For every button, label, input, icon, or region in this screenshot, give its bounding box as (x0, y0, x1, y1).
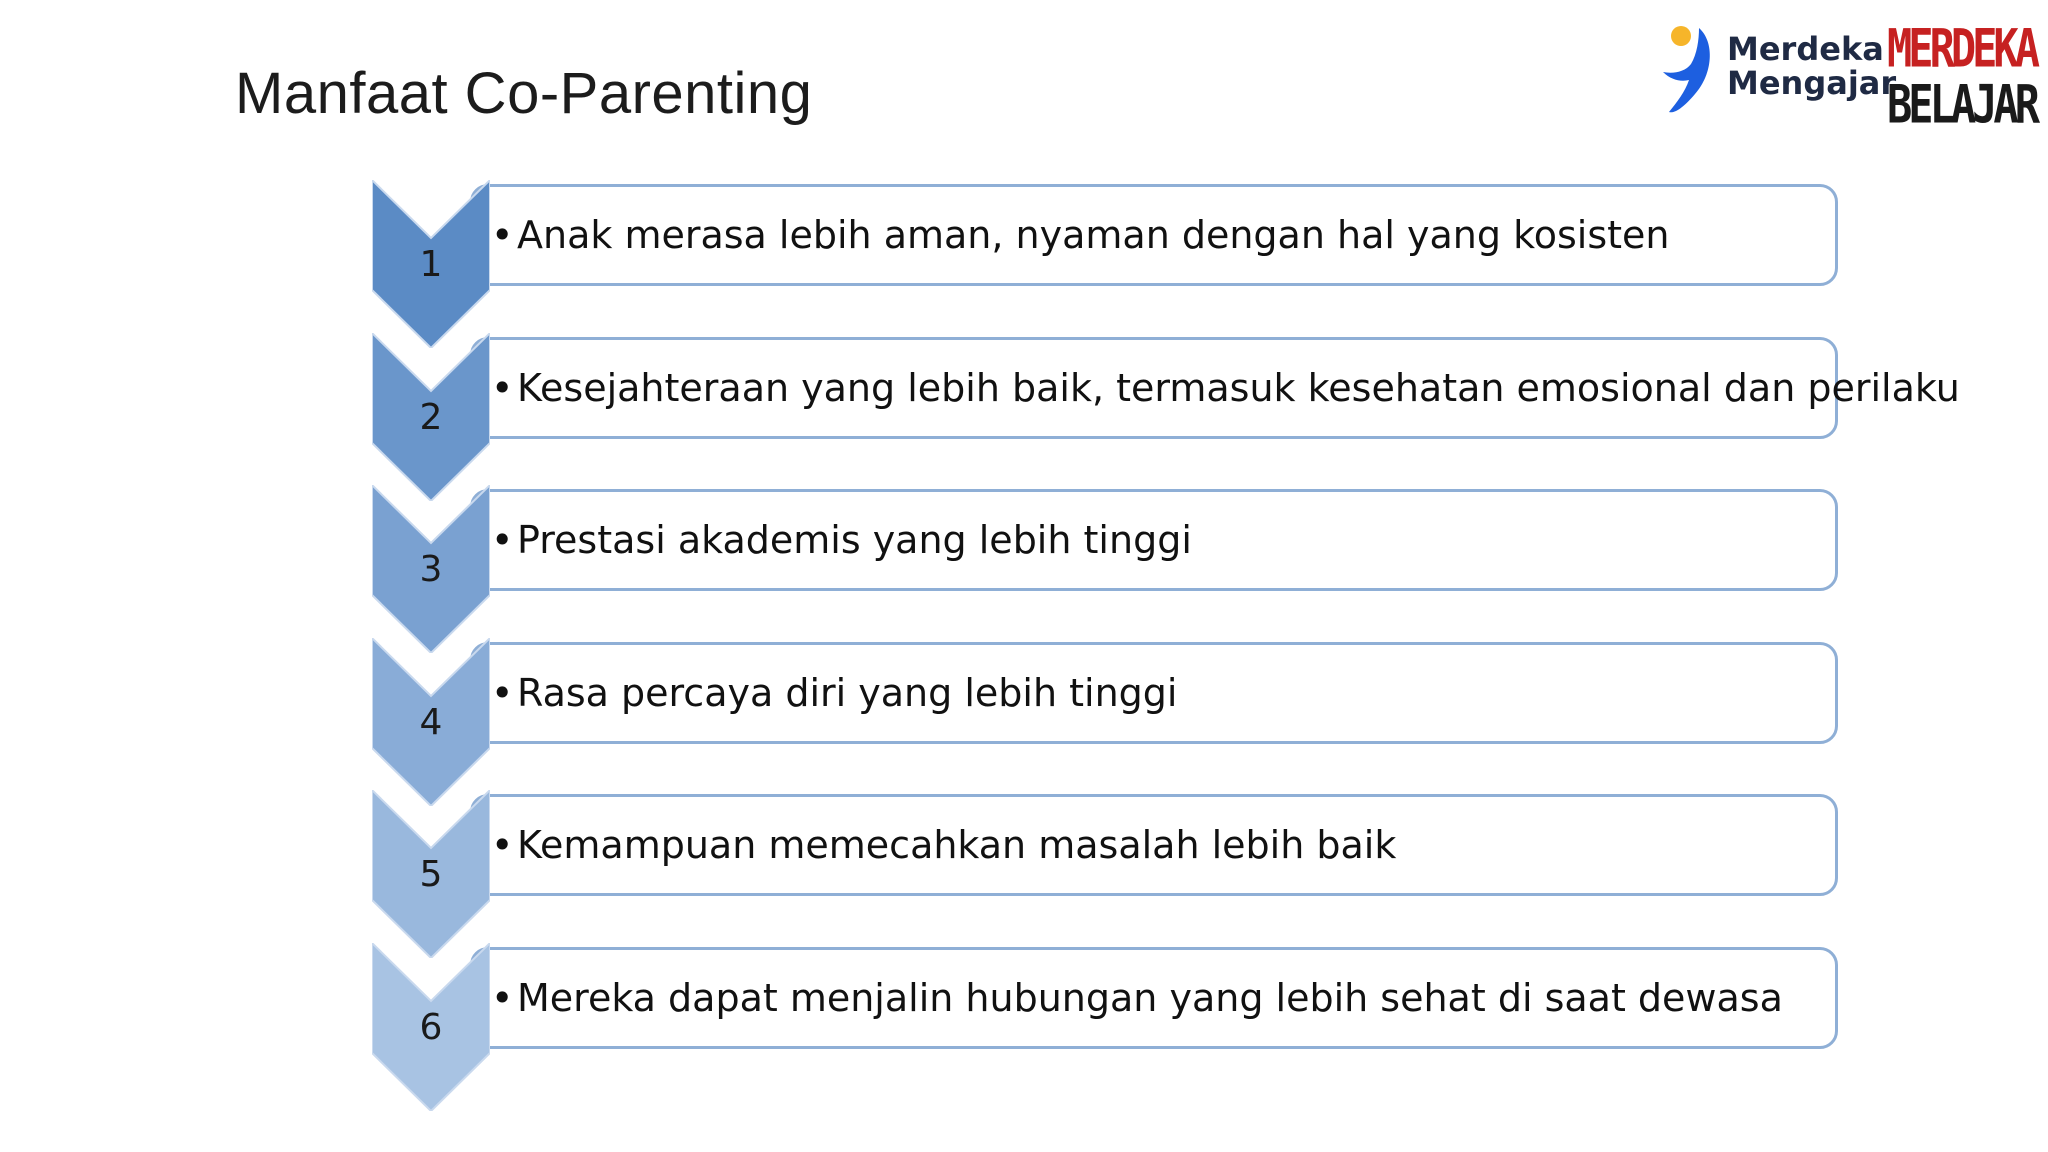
step-number: 2 (419, 397, 443, 438)
step-number: 6 (419, 1007, 443, 1048)
merdeka-mengajar-line2: Mengajar (1727, 64, 1897, 102)
step-number: 5 (419, 854, 443, 895)
bullet-dot: • (491, 366, 514, 410)
step-text: Mereka dapat menjalin hubungan yang lebih sehat di saat dewasa (517, 976, 1783, 1020)
bullet-dot: • (491, 671, 514, 715)
step-text: Kemampuan memecahkan masalah lebih baik (517, 823, 1397, 867)
step-chevron (372, 485, 490, 653)
bullet-dot: • (491, 976, 514, 1020)
step-chevron (372, 790, 490, 958)
step-box (470, 184, 1838, 286)
bullet-dot: • (491, 823, 514, 867)
slide-title: Manfaat Co-Parenting (235, 61, 813, 126)
step-box (470, 947, 1838, 1049)
step-chevron (372, 180, 490, 348)
step-text: Prestasi akademis yang lebih tinggi (517, 518, 1192, 562)
step-chevron (372, 943, 490, 1111)
step-box (470, 337, 1960, 439)
step-number: 3 (419, 549, 443, 590)
step-chevron (372, 333, 490, 501)
step-chevron (372, 638, 490, 806)
merdeka-belajar-line2: BELAJAR (1887, 73, 2037, 135)
merdeka-mengajar-line1: Merdeka (1727, 30, 1884, 68)
step-box (470, 489, 1838, 591)
step-number: 1 (419, 244, 443, 285)
step-number: 4 (419, 702, 443, 743)
step-box (470, 642, 1838, 744)
bullet-dot: • (491, 518, 514, 562)
merdeka-belajar-line1: MERDEKA (1887, 17, 2037, 79)
step-text: Anak merasa lebih aman, nyaman dengan hal yang kosisten (517, 213, 1670, 257)
step-text: Rasa percaya diri yang lebih tinggi (517, 671, 1178, 715)
step-box (470, 794, 1838, 896)
bullet-dot: • (491, 213, 514, 257)
step-text: Kesejahteraan yang lebih baik, termasuk kesehatan emosional dan perilaku (517, 366, 1960, 410)
